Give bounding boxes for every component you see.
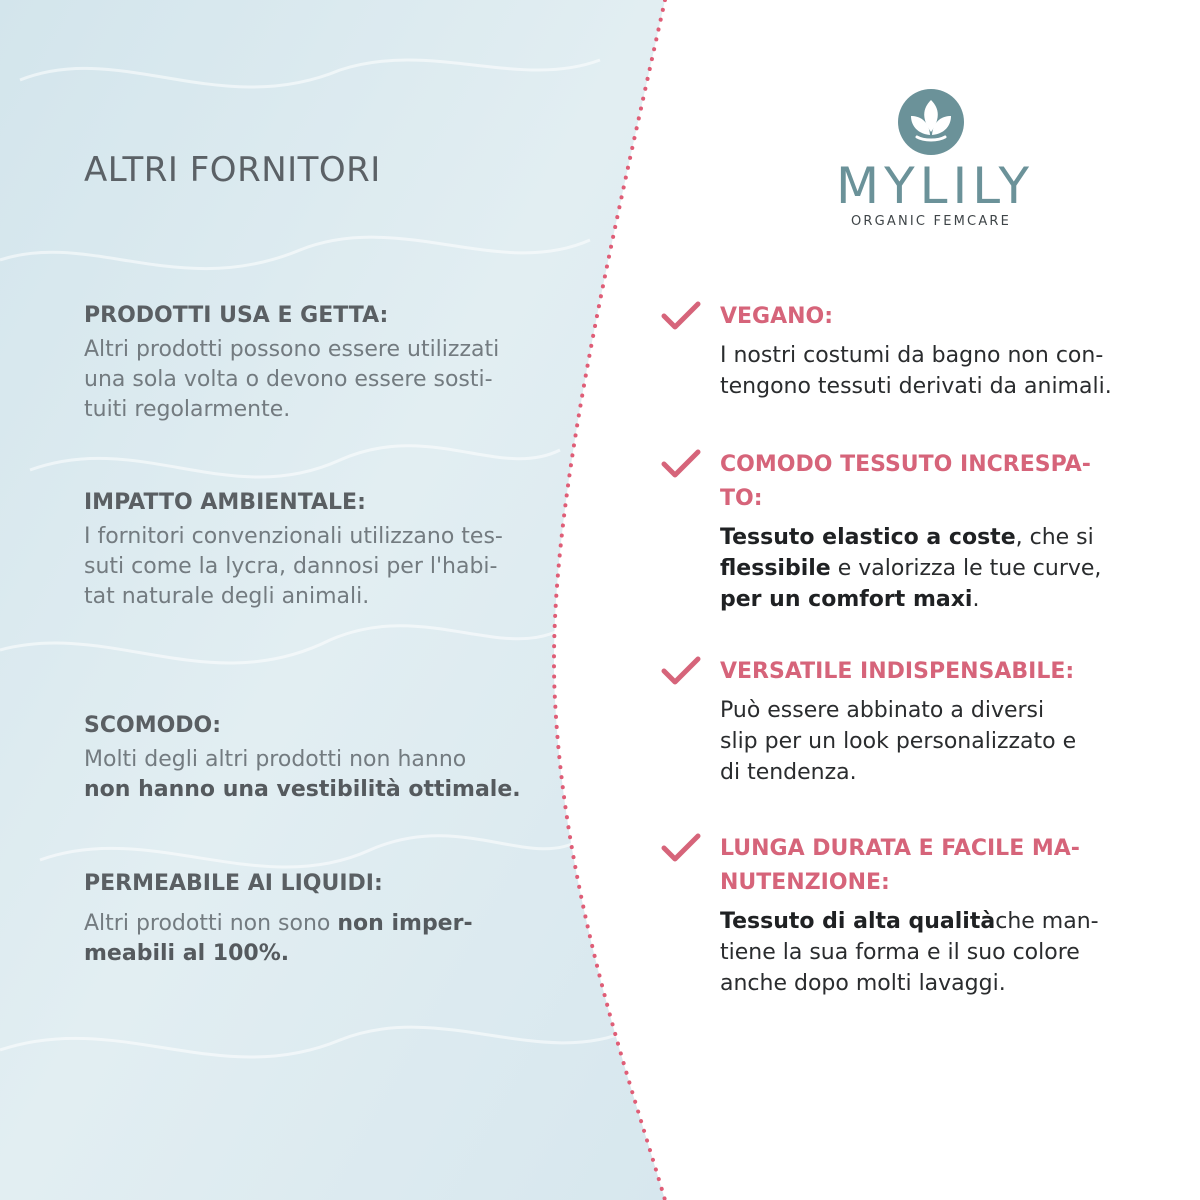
checkmark-icon: [660, 300, 702, 334]
left-section-heading: PRODOTTI USA E GETTA:: [84, 303, 389, 328]
bold-text: Tessuto di alta qualità: [720, 909, 996, 934]
right-section-vegan: [660, 300, 1180, 402]
text-line: slip per un look personalizzato e: [720, 729, 1077, 754]
bold-text: meabili al 100%.: [84, 941, 290, 966]
right-section-heading: [720, 300, 1180, 334]
text-line: [720, 553, 1180, 584]
right-section-heading: [720, 832, 1180, 900]
right-section-heading: [720, 655, 1180, 689]
right-section-text: [720, 906, 1180, 999]
plain-text: .: [972, 587, 980, 612]
right-section-heading: [720, 448, 1180, 516]
text-line: I nostri costumi da bagno non con-: [720, 343, 1104, 368]
bold-text: per un comfort maxi: [720, 587, 973, 612]
left-section-text: [84, 745, 574, 805]
left-section-heading: IMPATTO AMBIENTALE:: [84, 490, 366, 515]
bold-text: flessibile: [720, 556, 831, 581]
text-line: tengono tessuti derivati da animali.: [720, 374, 1112, 399]
text-line: [84, 909, 574, 939]
text-line: di tendenza.: [720, 760, 857, 785]
text-line: tat naturale degli animali.: [84, 584, 370, 609]
bold-text: Tessuto elastico a coste: [720, 525, 1016, 550]
text-line: suti come la lycra, dannosi per l'habi-: [84, 554, 498, 579]
text-line: [720, 522, 1180, 553]
text-line: tiene la sua forma e il suo colore: [720, 940, 1080, 965]
right-section-versatile: [660, 655, 1180, 788]
bold-text: non hanno una vestibilità ottimale.: [84, 777, 521, 802]
left-section-text: [84, 335, 574, 425]
text-line: anche dopo molti lavaggi.: [720, 971, 1006, 996]
heading-line: COMODO TESSUTO INCRESPA-: [720, 452, 1091, 477]
heading-line: VEGANO:: [720, 304, 834, 329]
brand-logo: [836, 88, 1035, 229]
left-title: ALTRI FORNITORI: [84, 150, 381, 190]
text-line: I fornitori convenzionali utilizzano tes-: [84, 524, 503, 549]
left-section-uncomfortable: [84, 711, 574, 805]
checkmark-icon: [660, 655, 702, 689]
heading-line: TO:: [720, 486, 763, 511]
left-section-environment: [84, 488, 574, 612]
heading-line: VERSATILE INDISPENSABILE:: [720, 659, 1075, 684]
bold-text: non imper-: [337, 911, 473, 936]
left-section-heading: SCOMODO:: [84, 713, 222, 738]
checkmark-icon: [660, 448, 702, 482]
text-line: una sola volta o devono essere sosti-: [84, 367, 493, 392]
checkmark-icon: [660, 832, 702, 866]
heading-line: NUTENZIONE:: [720, 870, 890, 895]
text-line: [720, 906, 1180, 937]
right-section-text: [720, 340, 1180, 402]
left-section-permeable: [84, 869, 574, 969]
right-section-text: [720, 695, 1180, 788]
plain-text: , che si: [1015, 525, 1094, 550]
left-section-text: [84, 909, 574, 969]
right-section-durability: [660, 832, 1180, 999]
lotus-icon: [897, 88, 965, 156]
heading-line: LUNGA DURATA E FACILE MA-: [720, 836, 1080, 861]
text-line: tuiti regolarmente.: [84, 397, 291, 422]
right-section-text: [720, 522, 1180, 615]
text-line: Può essere abbinato a diversi: [720, 698, 1045, 723]
right-section-fabric: [660, 448, 1180, 615]
text-line: [84, 939, 574, 969]
brand-tagline: ORGANIC FEMCARE: [850, 214, 1012, 229]
left-section-heading: PERMEABILE AI LIQUIDI:: [84, 871, 383, 896]
left-section-disposable: [84, 301, 574, 425]
text-line: Molti degli altri prodotti non hanno: [84, 747, 467, 772]
left-section-text: [84, 522, 574, 612]
plain-text: che man-: [995, 909, 1099, 934]
plain-text: Altri prodotti non sono: [84, 911, 338, 936]
text-line: [720, 584, 1180, 615]
text-line: Altri prodotti possono essere utilizzati: [84, 337, 500, 362]
plain-text: e valorizza le tue curve,: [830, 556, 1102, 581]
text-line: [84, 775, 574, 805]
brand-name: MYLILY: [836, 157, 1035, 215]
